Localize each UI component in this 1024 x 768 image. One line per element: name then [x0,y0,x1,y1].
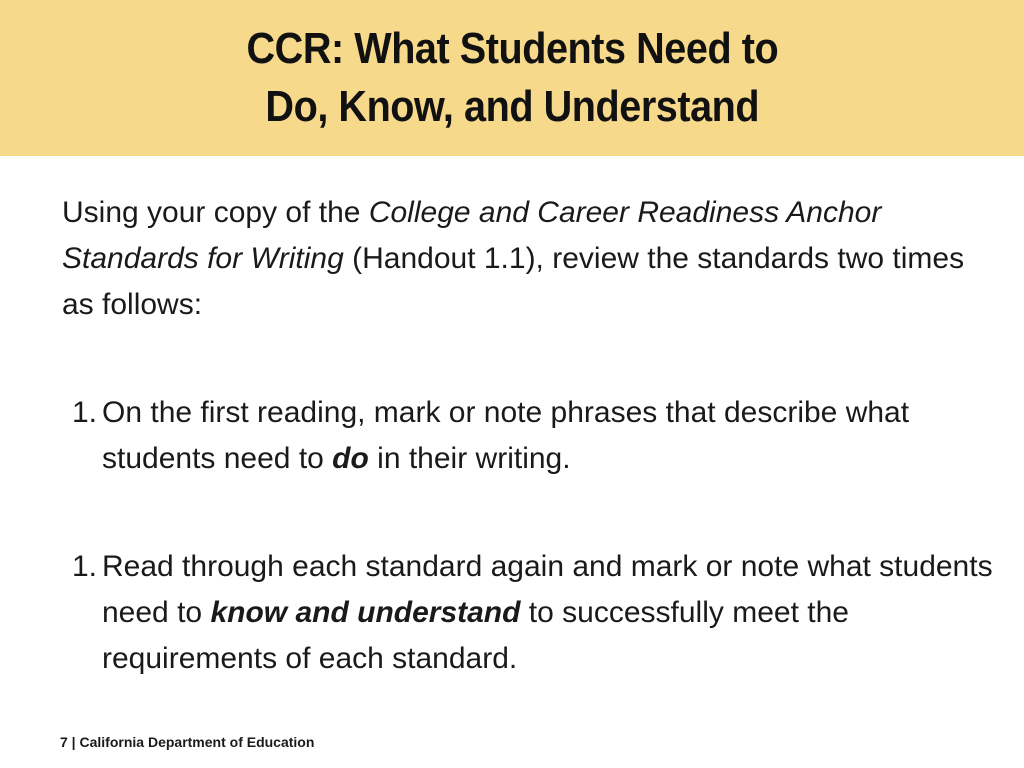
step-text-before: Read through each standard again and mark or note what students need to [102,550,993,629]
intro-paragraph [62,190,982,328]
footer-org: California Department of Education [79,734,315,750]
step-text-after: in their writing. [368,442,571,475]
page-number: 7 [60,734,68,750]
list-item [72,544,1002,682]
list-item [72,390,1002,482]
intro-handout-title: College and Career Readiness Anchor Standards for Writing [62,196,882,275]
footer-separator: | [67,734,80,750]
step-text [102,390,1002,482]
steps-list [72,390,1002,682]
intro-suffix: (Handout 1.1), review the standards two times as follows: [62,242,965,321]
step-text-after: to successfully meet the requirements of each standard. [102,596,849,675]
slide-title-line-1: CCR: What Students Need to [246,24,778,73]
slide-footer [60,734,314,750]
slide-title-line-2: Do, Know, and Understand [265,82,759,131]
slide-body [62,190,982,328]
step-text [102,544,1002,682]
step-number: 1. [72,550,98,583]
intro-prefix: Using your copy of the [62,196,369,229]
title-band [0,0,1024,156]
step-text-emphasis: do [332,442,369,475]
step-text-emphasis: know and understand [210,596,521,629]
step-number: 1. [72,396,98,429]
step-text-before: On the first reading, mark or note phrases that describe what students need to [102,396,910,475]
